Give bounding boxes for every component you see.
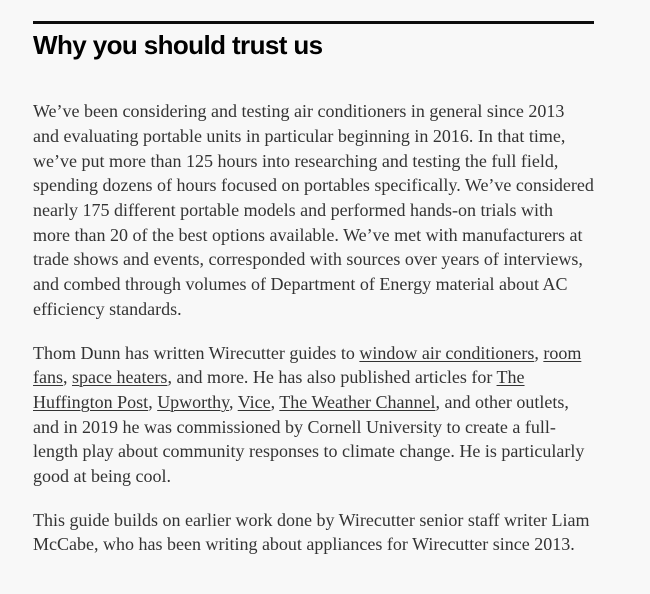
paragraph-text: We’ve been considering and testing air conditioners in general since 2013 and evaluating portable units in particular beginning in 2016. In that time, we’ve put more than 125 hours into researching and testing the full field, spending dozens of hours focused on portables specifically. We’ve considered nearly 175 different portable models and performed hands-on trials with more than 20 of the best options available. We’ve met with manufacturers at trade shows and events, corresponded with sources over years of interviews, and combed through volumes of Department of Energy material about AC efficiency standards. (33, 101, 594, 319)
paragraph-text: , (63, 367, 72, 388)
paragraph-author-bio (33, 341, 594, 489)
link-room-fans[interactable]: room fans (33, 342, 582, 388)
link-vice[interactable]: Vice (237, 391, 271, 412)
paragraph-text: , (534, 342, 544, 363)
paragraph-text: Thom Dunn has written Wirecutter guides to (33, 342, 360, 363)
paragraph-text: , (270, 391, 280, 412)
paragraph-guide-credit (33, 508, 594, 557)
section-heading: Why you should trust us (33, 30, 323, 60)
link-space-heaters[interactable]: space heaters (72, 367, 168, 388)
paragraph-text: , and other outlets, and in 2019 he was commissioned by Cornell University to create a full-length play about community responses to climate change. He is particularly good at being cool. (33, 391, 585, 487)
paragraph-testing-history (33, 99, 594, 321)
link-upworthy[interactable]: Upworthy (157, 391, 230, 412)
section-divider-rule (33, 21, 594, 24)
link-the-weather-channel[interactable]: The Weather Channel (279, 391, 436, 412)
paragraph-text: This guide builds on earlier work done by Wirecutter senior staff writer Liam McCabe, who has been writing about appliances for Wirecutter since 2013. (33, 509, 590, 555)
link-the-huffington-post[interactable]: The Huffington Post (33, 367, 525, 412)
link-window-air-conditioners[interactable]: window air conditioners (359, 342, 535, 363)
paragraph-text: , (148, 391, 158, 412)
paragraph-text: , and more. He has also published articles for (167, 367, 497, 388)
article-body (33, 99, 594, 557)
paragraph-text: , (229, 391, 238, 412)
